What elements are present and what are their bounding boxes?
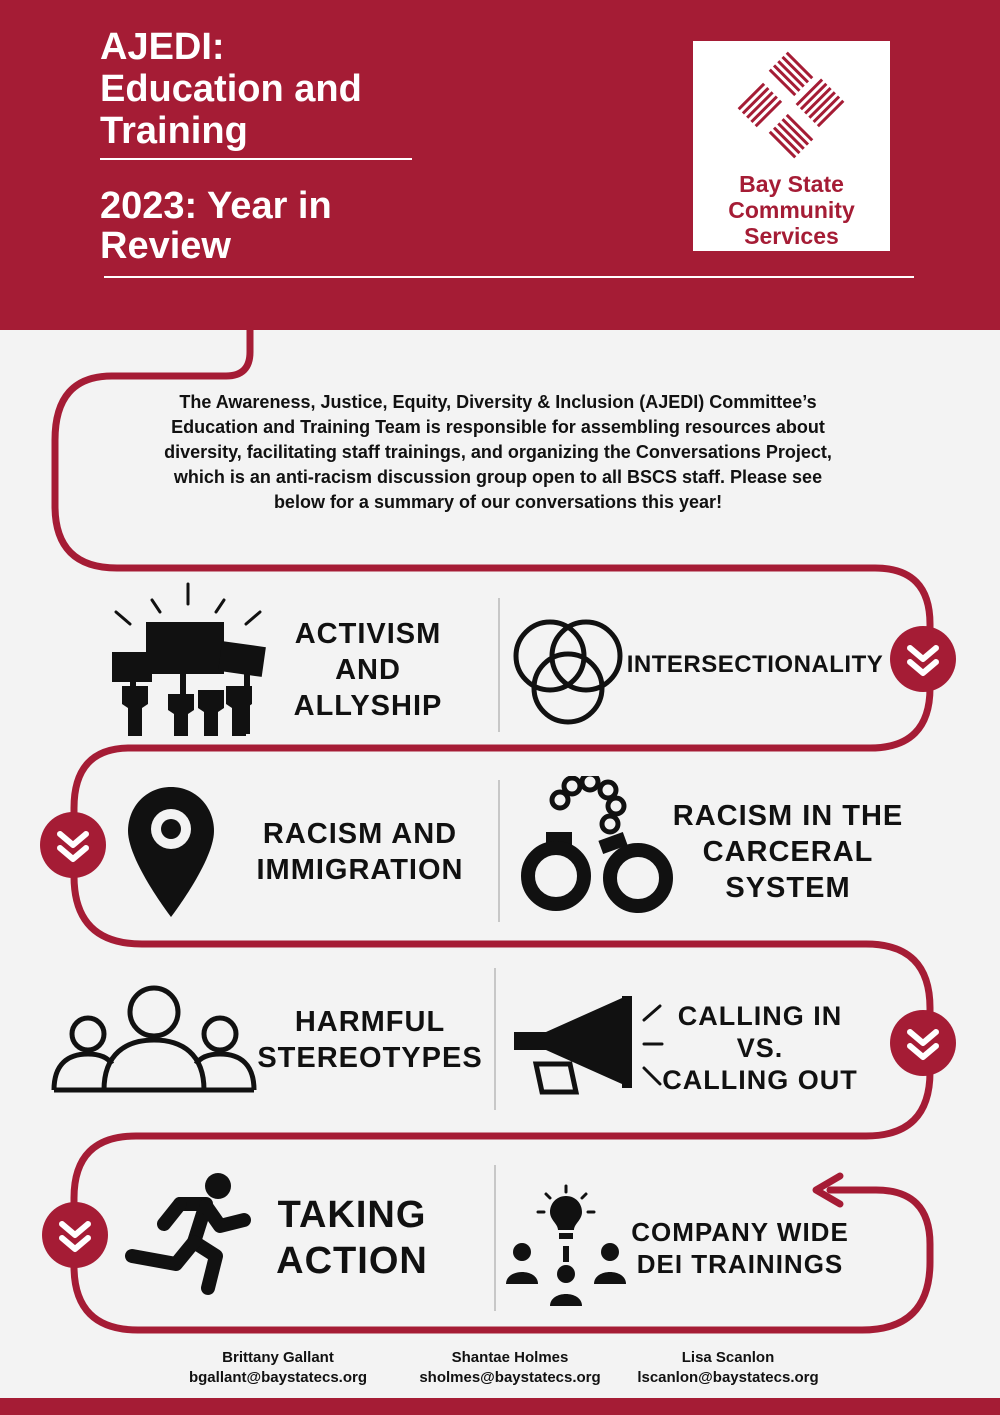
column-divider <box>498 780 500 922</box>
contact-email[interactable]: sholmes@baystatecs.org <box>419 1369 601 1386</box>
topic-calling-in-out: CALLING IN VS. CALLING OUT <box>662 1001 858 1095</box>
logo-line: Community <box>728 197 855 223</box>
contact-card <box>392 1348 628 1388</box>
title-line: AJEDI: <box>100 26 225 68</box>
footer-bar <box>0 1398 1000 1415</box>
chevron-down-icon <box>890 626 956 692</box>
topic-dei-trainings: COMPANY WIDE DEI TRAININGS <box>631 1217 849 1279</box>
chevron-down-icon <box>890 1010 956 1076</box>
handcuffs-icon <box>516 776 674 916</box>
contact-card <box>610 1348 846 1388</box>
subtitle-line: 2023: Year in <box>100 185 332 227</box>
lightbulb-team-icon <box>504 1184 628 1308</box>
topic-intersectionality: INTERSECTIONALITY <box>626 651 884 678</box>
column-divider <box>494 968 496 1110</box>
intro-paragraph: The Awareness, Justice, Equity, Diversity & Inclusion (AJEDI) Committee’s Education and Training Team is responsible for assembling resources about diversity, facilitating staff trainings, and organizing the Conversations Project, which is an anti-racism discussion group open to all BSCS staff. Please see below for a summary of our conversations this year! <box>164 392 832 512</box>
contact-email[interactable]: lscanlon@baystatecs.org <box>637 1369 819 1386</box>
contact-name: Shantae Holmes <box>451 1349 569 1366</box>
running-person-icon <box>124 1172 256 1296</box>
protest-fists-icon <box>108 582 268 738</box>
map-pin-icon <box>126 785 216 919</box>
logo-line: Services <box>744 223 839 249</box>
contact-name: Lisa Scanlon <box>681 1349 775 1366</box>
megaphone-icon <box>510 994 666 1098</box>
people-group-icon <box>50 984 258 1096</box>
topic-taking-action: TAKING ACTION <box>276 1194 428 1282</box>
contact-name: Brittany Gallant <box>222 1349 334 1366</box>
topic-activism-allyship: ACTIVISM AND ALLYSHIP <box>293 618 443 722</box>
title-line: Education and <box>100 68 362 110</box>
chevron-down-icon <box>40 812 106 878</box>
title-line: Training <box>100 110 248 152</box>
subtitle-line: Review <box>100 225 231 267</box>
column-divider <box>498 598 500 732</box>
logo-line: Bay State <box>739 171 844 197</box>
column-divider <box>494 1165 496 1311</box>
venn-circles-icon <box>510 616 626 726</box>
topic-harmful-stereotypes: HARMFUL STEREOTYPES <box>257 1006 483 1074</box>
topic-racism-immigration: RACISM AND IMMIGRATION <box>256 818 464 886</box>
chevron-down-icon <box>42 1202 108 1268</box>
contact-email[interactable]: bgallant@baystatecs.org <box>188 1369 367 1386</box>
contact-card <box>160 1348 396 1388</box>
topic-carceral-system: RACISM IN THE CARCERAL SYSTEM <box>672 800 904 904</box>
